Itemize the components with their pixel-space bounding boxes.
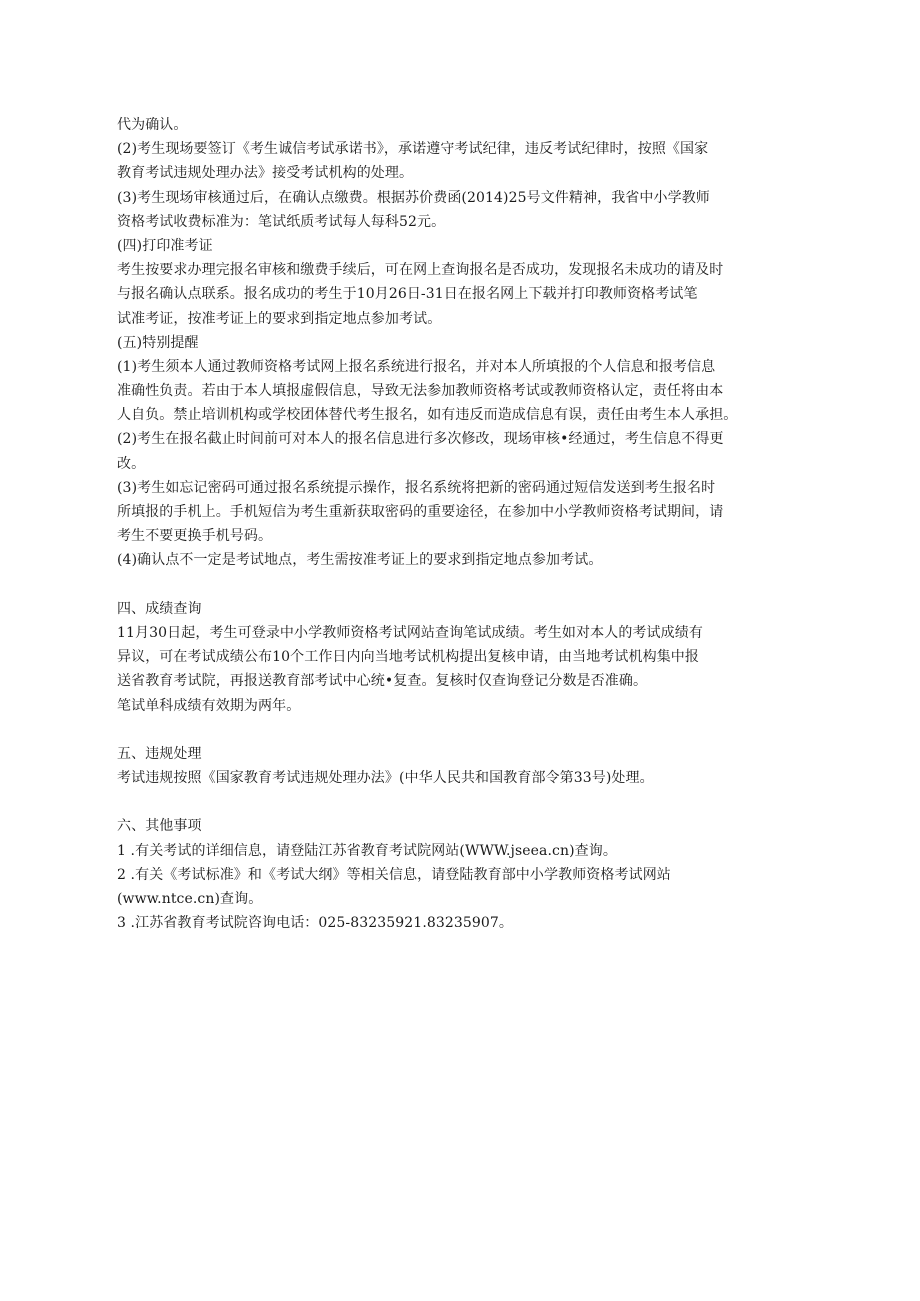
text-line: 与报名确认点联系。报名成功的考生于10月26日-31日在报名网上下载并打印教师资格考试笔 [117,286,698,303]
numbered-item-line: (1)考生须本人通过教师资格考试网上报名系统进行报名，并对本人所填报的个人信息和报考信息 [117,358,716,375]
subsection-heading: (五)特别提醒 [117,334,199,351]
numbered-item-line: (2)考生在报名截止时间前可对本人的报名信息进行多次修改，现场审核•经通过，考生信息不得更 [117,431,724,448]
text-line: 送省教育考试院，再报送教育部考试中心统•复查。复核时仅查询登记分数是否准确。 [117,673,648,690]
list-item-line: 2 .有关《考试标准》和《考试大纲》等相关信息，请登陆教育部中小学教师资格考试网站 [117,866,671,883]
text-line: 11月30日起，考生可登录中小学教师资格考试网站查询笔试成绩。考生如对本人的考试成绩有 [117,624,703,641]
text-line: (www.ntce.cn)查询。 [117,891,263,907]
text-line: 考试违规按照《国家教育考试违规处理办法》(中华人民共和国教育部令第33号)处理。 [117,770,654,787]
numbered-item-line: (2)考生现场要签订《考生诚信考试承诺书》，承诺遵守考试纪律，违反考试纪律时，按照《国家 [117,141,709,158]
list-item-line: 3 .江苏省教育考试院咨询电话：025-83235921.83235907。 [117,915,514,932]
text-line: 人自负。禁止培训机构或学校团体替代考生报名，如有违反而造成信息有误，责任由考生本人承担。 [117,407,738,424]
text-line: 考生按要求办理完报名审核和缴费手续后，可在网上查询报名是否成功，发现报名未成功的请及时 [117,262,724,279]
text-line: 试准考证，按准考证上的要求到指定地点参加考试。 [117,310,442,327]
text-line: 代为确认。 [117,117,188,133]
numbered-item-line: (4)确认点不一定是考试地点，考生需按准考证上的要求到指定地点参加考试。 [117,552,603,569]
paragraph-gap [117,718,797,742]
text-line: 所填报的手机上。手机短信为考生重新获取密码的重要途径，在参加中小学教师资格考试期间，请 [117,504,724,520]
text-line: 异议，可在考试成绩公布10个工作日内向当地考试机构提出复核申请，由当地考试机构集中报 [117,649,700,666]
text-line: 改。 [117,455,146,472]
list-item-line: 1 .有关考试的详细信息，请登陆江苏省教育考试院网站(WWW.jseea.cn)查询。 [117,842,617,859]
text-line: 考生不要更换手机号码。 [117,528,273,545]
subsection-heading: (四)打印准考证 [117,237,213,254]
paragraph-gap [117,790,797,814]
section-heading: 五、违规处理 [117,745,202,762]
document-page [117,113,797,935]
text-line: 资格考试收费标准为：笔试纸质考试每人每科52元。 [117,213,446,230]
numbered-item-line: (3)考生现场审核通过后，在确认点缴费。根据苏价费函(2014)25号文件精神，我省中小学教师 [117,189,710,206]
numbered-item-line: (3)考生如忘记密码可通过报名系统提示操作，报名系统将把新的密码通过短信发送到考生报名时 [117,479,716,496]
text-line: 笔试单科成绩有效期为两年。 [117,697,301,714]
section-heading: 六、其他事项 [117,818,202,835]
text-line: 准确性负责。若由于本人填报虚假信息，导致无法参加教师资格考试或教师资格认定，责任将由本 [117,383,724,400]
section-heading: 四、成绩查询 [117,600,202,617]
text-line: 教育考试违规处理办法》接受考试机构的处理。 [117,165,414,182]
paragraph-gap [117,573,797,597]
